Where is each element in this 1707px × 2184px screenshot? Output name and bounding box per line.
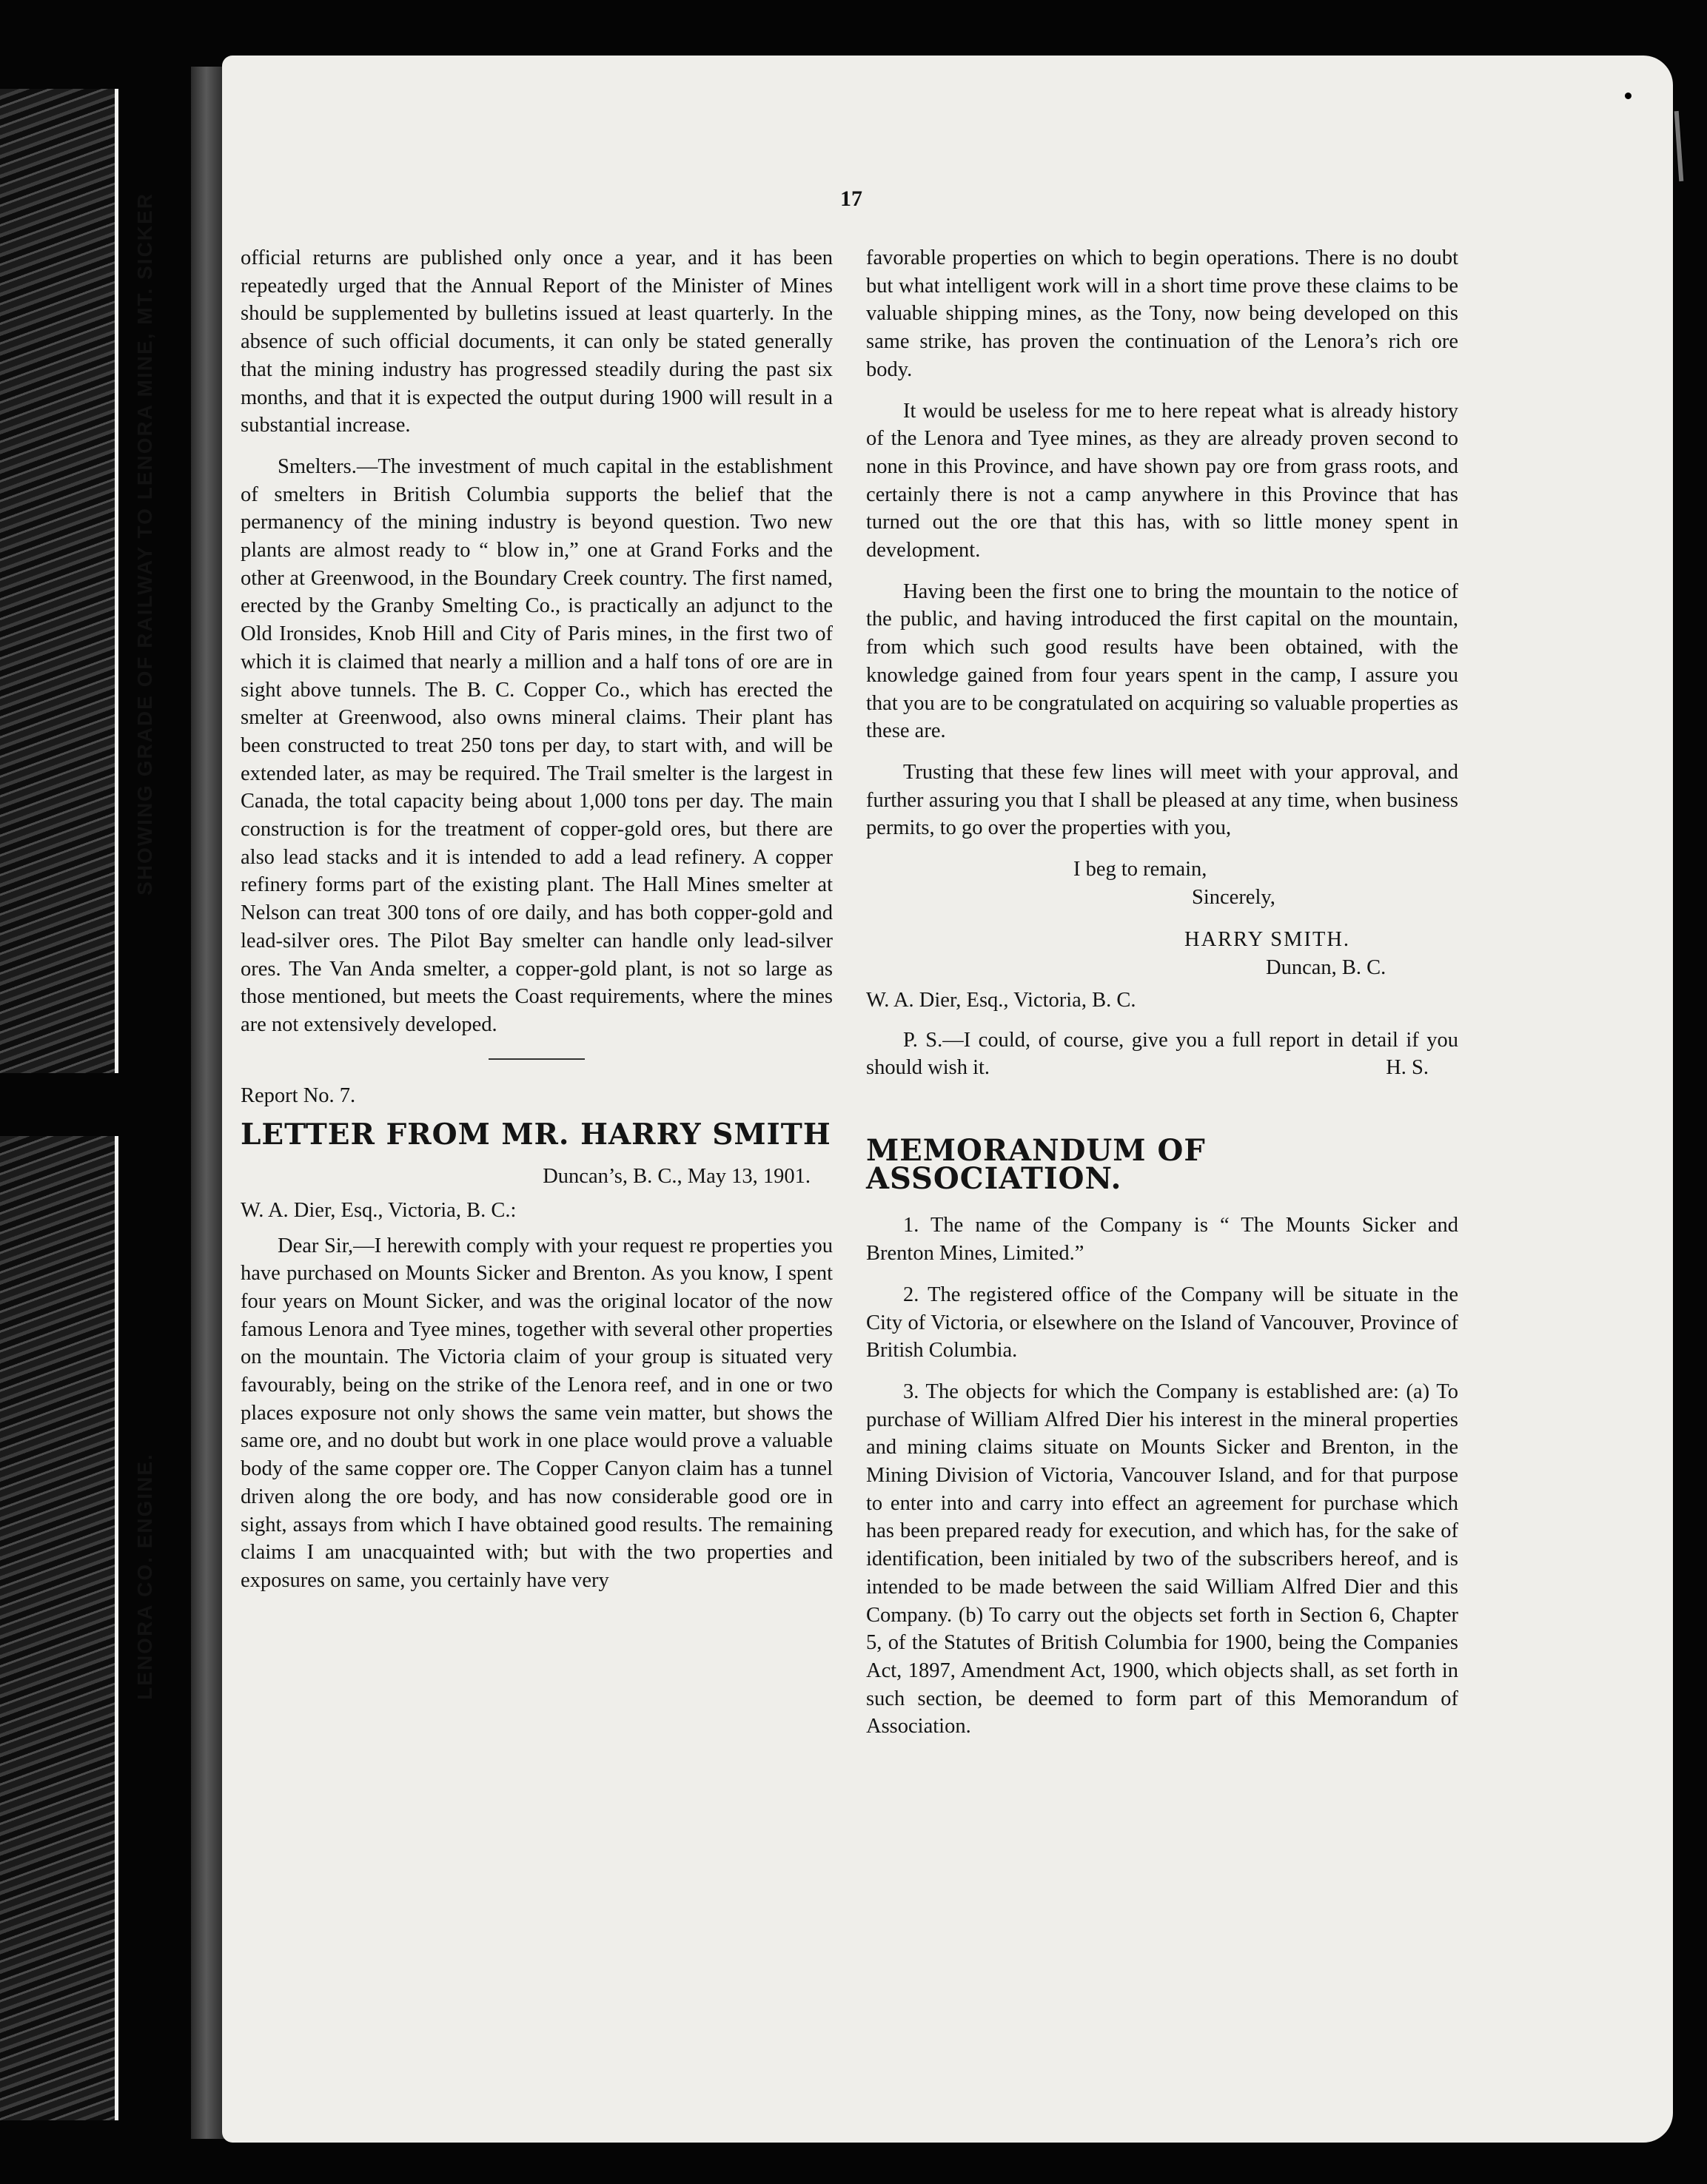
postscript-text: P. S.—I could, of course, give you a full report in detail if you should wish it.: [866, 1028, 1458, 1080]
paragraph-dear-sir: Dear Sir,—I herewith comply with your request re properties you have purchased on Mounts Sicker and Brenton. As you know, I spent four years on Mount Sicker, and was the original locator of the now famous Lenora and Tyee mines, together with several other properties on the mountain. The Victoria claim of your group is situated very favourably, being on the strike of the Lenora reef, and in one or two places exposure not only shows the same vein matter, but shows the same ore, and no doubt but work in one place would prove a valuable body of the same copper ore. The Copper Canyon claim has a tunnel driven along the ore body, and has now considerable good ore in sight, assays from which I have obtained good results. The remaining claims I am unacquainted with; but with the two properties and exposures on same, you certainly have very: [241, 1234, 833, 1592]
signature-place: Duncan, B. C.: [1266, 956, 1386, 980]
report-number: Report No. 7.: [241, 1083, 356, 1107]
left-column: [241, 244, 833, 1608]
memorandum-item-3: 3. The objects for which the Company is established are: (a) To purchase of William Alfred Dier his interest in the mineral properties and mining claims situate on Mounts Sicker and Brenton, in the Mining Division of Victoria, Vancouver Island, and for that purpose to enter into and carry into effect an agreement for purchase which has been prepared ready for execution, and which has, for the sake of identification, been initialed by two of the subscribers hereof, and is intended to be made between the said William Alfred Dier and this Company. (b) To carry out the objects set forth in Section 6, Chapter 5, of the Statutes of British Columbia for 1900, being the Companies Act, 1897, Amendment Act, 1900, which objects shall, as set forth in such section, be deemed to form part of this Memorandum of Association.: [866, 1380, 1458, 1738]
memorandum-item-2: 2. The registered office of the Company will be situate in the City of Victoria, or elsewhere on the Island of Vancouver, Province of British Columbia.: [866, 1283, 1458, 1363]
memorandum-heading: MEMORANDUM OF ASSOCIATION.: [866, 1132, 1206, 1196]
paragraph-having-been: Having been the first one to bring the mountain to the notice of the public, and having introduced the first capital on the mountain, from which such good results have been obtained, with the knowledge gained from four years spent in the camp, I assure you that you are to be congratulated on acquiring so valuable properties as these are.: [866, 579, 1458, 743]
caption-railway-grade: SHOWING GRADE OF RAILWAY TO LENORA MINE, MT. SICKER: [133, 192, 156, 896]
paragraph-trusting: Trusting that these few lines will meet with your approval, and further assuring you that I shall be pleased at any time, when business permits, to go over the properties with you,: [866, 760, 1458, 840]
letter-heading: LETTER FROM MR. HARRY SMITH: [241, 1118, 831, 1152]
paragraph-favorable-properties: favorable properties on which to begin operations. There is no doubt but what intelligent work will in a short time prove these claims to be valuable shipping mines, as the Tony, now being developed on this same strike, has proven the continuation of the Lenora’s rich ore body.: [866, 246, 1458, 381]
letter-recipient: W. A. Dier, Esq., Victoria, B. C.: [866, 988, 1136, 1012]
caption-engine: LENORA CO. ENGINE.: [133, 1453, 156, 1700]
postscript: [866, 1027, 1458, 1082]
page-number: 17: [840, 187, 862, 211]
section-divider: [489, 1058, 585, 1060]
closing-remain: I beg to remain,: [1073, 858, 1207, 881]
page-edge-mark: [1674, 111, 1684, 181]
closing-sincerely: Sincerely,: [1192, 885, 1275, 909]
photo-railway-grade: [0, 89, 115, 1073]
photo-engine: [0, 1136, 115, 2120]
letter-dateline: Duncan’s, B. C., May 13, 1901.: [543, 1165, 811, 1189]
postscript-initials: H. S.: [1386, 1056, 1429, 1080]
paragraph-useless: It would be useless for me to here repeat what is already history of the Lenora and Tyee mines, as they are already proven second to none in this Province, and have shown pay ore from grass roots, and certainly there is not a camp anywhere in this Province that has turned out the ore that this has, with so little money spent in development.: [866, 399, 1458, 562]
paragraph-smelters: Smelters.—The investment of much capital in the establishment of smelters in British Columbia supports the belief that the permanency of the mining industry is beyond question. Two new plants are almost ready to “ blow in,” one at Grand Forks and the other at Greenwood, in the Boundary Creek country. The first named, erected by the Granby Smelting Co., is practically an adjunct to the Old Ironsides, Knob Hill and City of Paris mines, in the first two of which it is claimed that nearly a million and a half tons of ore are in sight above tunnels. The B. C. Copper Co., which has erected the smelter at Greenwood, also owns mineral claims. Their plant has been constructed to treat 250 tons per day, to start with, and will be extended later, as may be required. The Trail smelter is the largest in Canada, the total capacity being about 1,000 tons per day. The main construction is for the treatment of copper-gold ores, but there are also lead stacks and it is intended to add a lead refinery. A copper refinery forms part of the existing plant. The Hall Mines smelter at Nelson can treat 300 tons of ore daily, and has both copper-gold and lead-silver ores. The Pilot Bay smelter can handle only lead-silver ores. The Van Anda smelter, a copper-gold plant, is not so large as those mentioned, but meets the Coast requirements, where the mines are not extensively developed.: [241, 454, 833, 1036]
letter-addressee: W. A. Dier, Esq., Victoria, B. C.:: [241, 1198, 517, 1222]
right-column: [866, 244, 1458, 1754]
memorandum-item-1: 1. The name of the Company is “ The Mounts Sicker and Brenton Mines, Limited.”: [866, 1214, 1458, 1266]
ink-dot: [1625, 93, 1631, 99]
side-strip-bottom: [0, 1136, 156, 2120]
paragraph-official-returns: official returns are published only once a year, and it has been repeatedly urged that the Annual Report of the Minister of Mines should be supplemented by bulletins issued at least quarterly. In the absence of such official documents, it can only be stated generally that the mining industry has progressed steadily during the past six months, and that it is expected the output during 1900 will result in a substantial increase.: [241, 246, 833, 437]
signature-name: HARRY SMITH.: [1184, 928, 1351, 952]
side-strip-top: [0, 89, 156, 1073]
